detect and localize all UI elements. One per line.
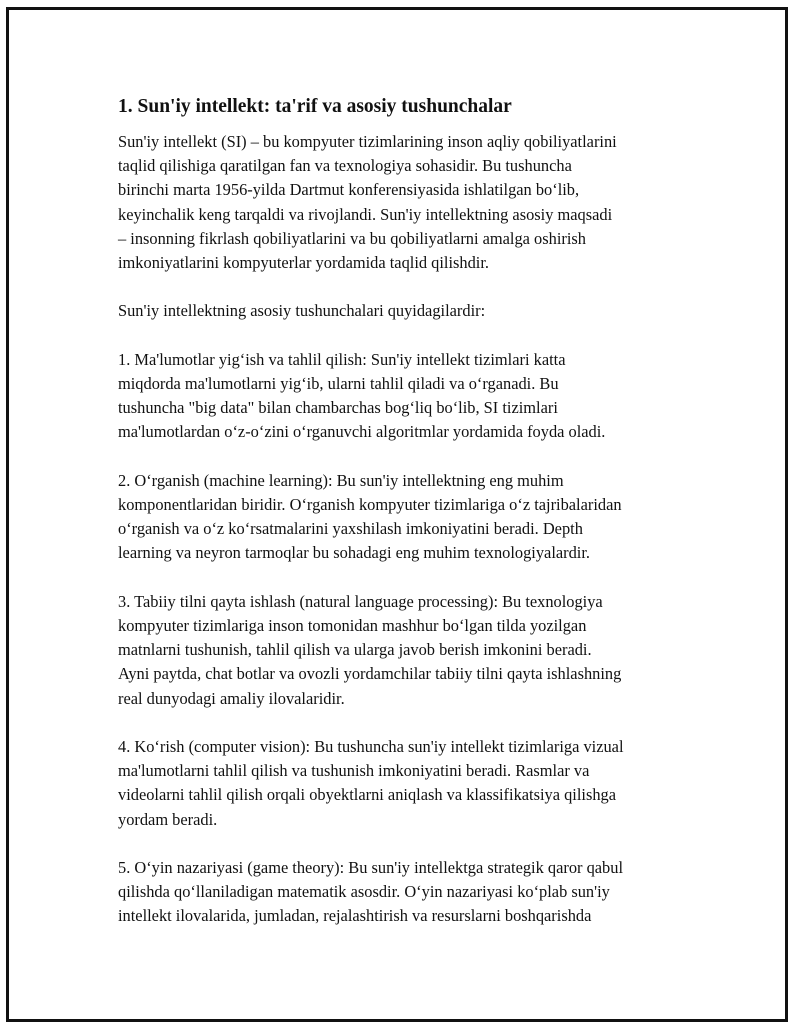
text-line: 2. O‘rganish (machine learning): Bu sun'iy intellektning eng muhim [118,470,564,490]
text-line: ma'lumotlarni tahlil qilish va tushunish imkoniyatini beradi. Rasmlar va [118,761,590,781]
text-line: ma'lumotlardan o‘z-o‘zini o‘rganuvchi algoritmlar yordamida foyda oladi. [118,422,606,442]
text-line: learning va neyron tarmoqlar bu sohadagi eng muhim texnologiyalardir. [118,543,591,563]
text-line: taqlid qilishiga qaratilgan fan va texnologiya sohasidir. Bu tushuncha [118,156,572,176]
text-line: yordam beradi. [118,809,218,829]
text-line: matnlarni tushunish, tahlil qilish va ularga javob berish imkonini beradi. [118,640,592,660]
text-line: real dunyodagi amaliy ilovalaridir. [118,688,345,708]
text-line: o‘rganish va o‘z ko‘rsatmalarini yaxshilash imkoniyatini beradi. Depth [118,519,583,539]
text-line: imkoniyatlarini kompyuterlar yordamida taqlid qilishdir. [118,253,489,273]
text-line: komponentlaridan biridir. O‘rganish kompyuter tizimlariga o‘z tajribalaridan [118,495,622,514]
concept-game-theory [118,856,698,929]
text-line: birinchi marta 1956-yilda Dartmut konferensiyasida ishlatilgan bo‘lib, [118,180,580,200]
intro-paragraph [118,130,698,275]
text-line: qilishda qo‘llaniladigan matematik asosdir. O‘yin nazariyasi ko‘plab sun'iy [118,882,610,902]
concept-computer-vision [118,735,698,832]
text-line: intellekt ilovalarida, jumladan, rejalashtirish va resurslarni boshqarishda [118,906,592,926]
concepts-intro-paragraph [118,299,698,323]
text-line: – insonning fikrlash qobiliyatlarini va bu qobiliyatlarni amalga oshirish [118,228,586,248]
text-line: Sun'iy intellekt (SI) – bu kompyuter tizimlarining inson aqliy qobiliyatlarini [118,132,617,151]
text-line: 3. Tabiiy tilni qayta ishlash (natural language processing): Bu texnologiya [118,591,603,611]
text-line: 1. Ma'lumotlar yig‘ish va tahlil qilish: Sun'iy intellekt tizimlari katta [118,349,566,369]
text-line: keyinchalik keng tarqaldi va rivojlandi. Sun'iy intellektning asosiy maqsadi [118,204,613,224]
section-heading: 1. Sun'iy intellekt: ta'rif va asosiy tushunchalar [118,96,512,117]
text-line: Ayni paytda, chat botlar va ovozli yordamchilar tabiiy tilni qayta ishlashning [118,664,622,684]
concept-data-collection [118,348,698,445]
text-line: 4. Ko‘rish (computer vision): Bu tushuncha sun'iy intellekt tizimlariga vizual [118,737,624,756]
concept-machine-learning [118,469,698,566]
text-line: Sun'iy intellektning asosiy tushunchalari quyidagilardir: [118,301,486,321]
text-line: tushuncha "big data" bilan chambarchas bog‘liq bo‘lib, SI tizimlari [118,398,558,418]
text-line: 5. O‘yin nazariyasi (game theory): Bu sun'iy intellektga strategik qaror qabul [118,858,623,877]
text-line: kompyuter tizimlariga inson tomonidan mashhur bo‘lgan tilda yozilgan [118,616,587,635]
text-line: videolarni tahlil qilish orqali obyektlarni aniqlash va klassifikatsiya qilishga [118,785,616,805]
document-body [118,94,698,953]
concept-nlp [118,590,698,711]
text-line: miqdorda ma'lumotlarni yig‘ib, ularni tahlil qiladi va o‘rganadi. Bu [118,374,559,393]
